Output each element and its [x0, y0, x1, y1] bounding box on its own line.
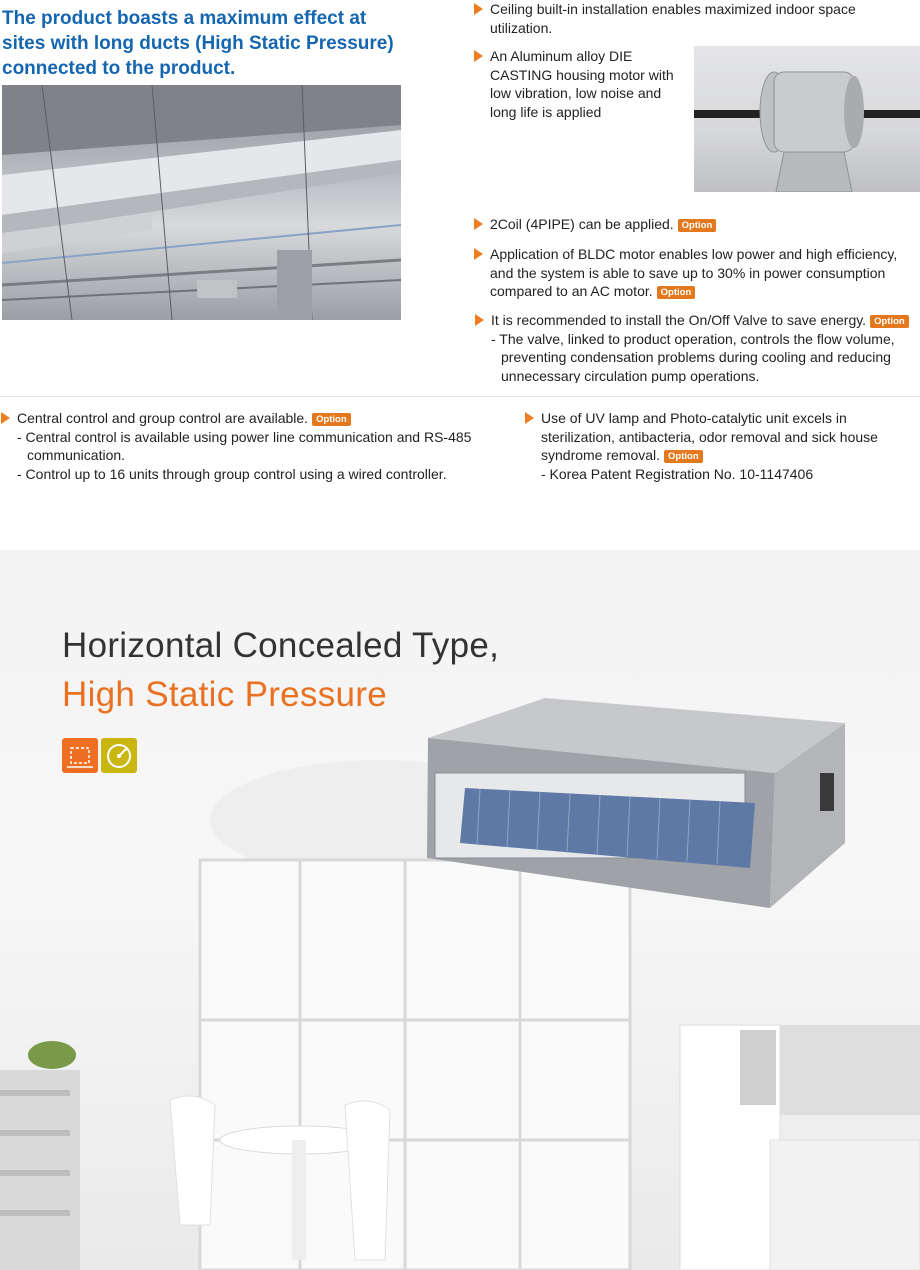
bullet-arrow-icon: [525, 412, 534, 424]
bullet-arrow-icon: [475, 314, 484, 326]
ceiling-duct-photo: [2, 85, 401, 320]
bullet-central-control: Central control and group control are available. Option - Central control is available using power line communication and RS-485 communication. - Control up to 16 units through group control using a wired controller.: [1, 409, 501, 483]
section-divider: [0, 396, 920, 397]
bullet-ceiling-install: Ceiling built-in installation enables maximized indoor space utilization.: [474, 0, 904, 37]
heat-pump-icon: [62, 738, 98, 773]
option-badge: Option: [657, 286, 696, 299]
group-control-detail: - Control up to 16 units through group control using a wired controller.: [17, 465, 447, 482]
bullet-motor: An Aluminum alloy DIE CASTING housing motor with low vibration, low noise and long life is applied: [474, 47, 689, 121]
bullet-arrow-icon: [474, 218, 483, 230]
bullet-valve: It is recommended to install the On/Off Valve to save energy. Option - The valve, linked to product operation, controls the flow volume, preventing condensation problems during cooling and reducing unnecessary circulation pump operations.: [475, 311, 920, 383]
gauge-icon: [101, 738, 137, 773]
ceiling-duct-illustration: [2, 85, 401, 320]
bullet-arrow-icon: [474, 248, 483, 260]
duct-unit-illustration: [425, 693, 855, 913]
bullet-arrow-icon: [474, 3, 483, 15]
bullet-arrow-icon: [474, 50, 483, 62]
valve-detail: - The valve, linked to product operation, controls the flow volume, preventing condensation problems during cooling and reducing unnecessary circulation pump operations.: [491, 330, 895, 383]
option-badge: Option: [870, 315, 909, 328]
central-control-detail: - Central control is available using power line communication and RS-485 communication.: [17, 428, 472, 463]
headline: The product boasts a maximum effect at sites with long ducts (High Static Pressure) connected to the product.: [2, 8, 394, 79]
bullet-uv-lamp: Use of UV lamp and Photo-catalytic unit excels in sterilization, antibacteria, odor removal and sick house syndrome removal. Option - Korea Patent Registration No. 10-1147406: [525, 409, 905, 483]
patent-number: - Korea Patent Registration No. 10-1147406: [541, 465, 814, 482]
motor-photo: [694, 46, 920, 192]
bullet-bldc: Application of BLDC motor enables low power and high efficiency, and the system is able to save up to 30% in power consumption compared to an AC motor. Option: [474, 245, 916, 301]
bullet-arrow-icon: [1, 412, 10, 424]
option-badge: Option: [664, 450, 703, 463]
product-title: Horizontal Concealed Type,: [62, 626, 500, 665]
product-subtitle: High Static Pressure: [62, 675, 388, 714]
option-badge: Option: [312, 413, 351, 426]
product-unit-image: [425, 693, 855, 913]
option-badge: Option: [678, 219, 717, 232]
bullet-2coil: 2Coil (4PIPE) can be applied. Option: [474, 215, 914, 234]
motor-illustration: [694, 46, 920, 192]
